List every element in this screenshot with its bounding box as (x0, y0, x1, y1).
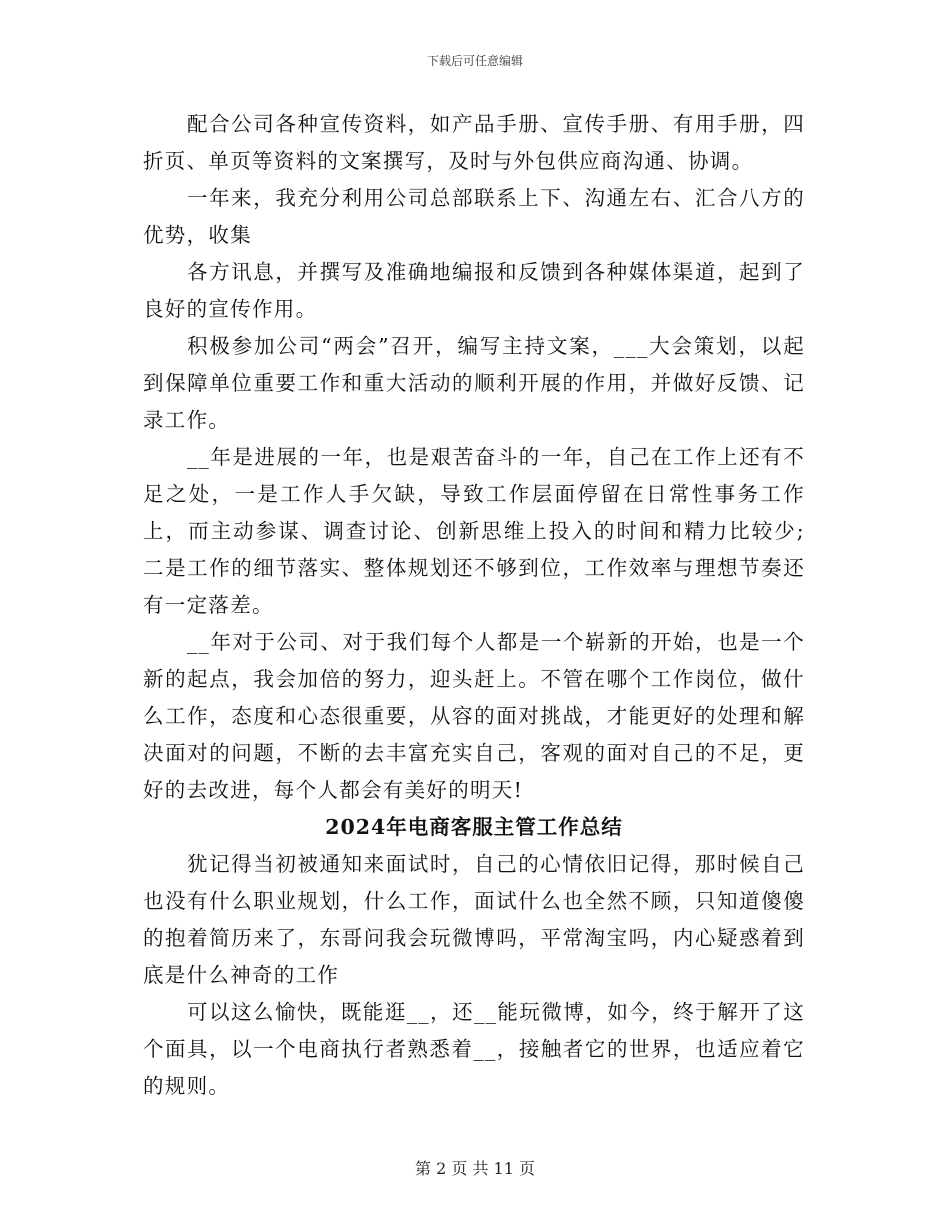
paragraph: 犹记得当初被通知来面试时，自己的心情依旧记得，那时候自己也没有什么职业规划，什么工作，面试什么也全然不顾，只知道傻傻的抱着简历来了，东哥问我会玩微博吗，平常淘宝吗，内心疑惑着到底是什么神奇的工作 (143, 852, 805, 987)
document-body (143, 106, 805, 1105)
paragraph: __年对于公司、对于我们每个人都是一个崭新的开始，也是一个新的起点，我会加倍的努力，迎头赶上。不管在哪个工作岗位，做什么工作，态度和心态很重要，从容的面对挑战，才能更好的处理和解决面对的问题，不断的去丰富充实自己，客观的面对自己的不足，更好的去改进，每个人都会有美好的明天! (143, 630, 805, 802)
section-title: 2024年电商客服主管工作总结 (325, 815, 623, 839)
paragraph: 可以这么愉快，既能逛__，还__能玩微博，如今，终于解开了这个面具，以一个电商执行者熟悉着__，接触者它的世界，也适应着它的规则。 (143, 1000, 805, 1098)
paragraph: __年是进展的一年，也是艰苦奋斗的一年，自己在工作上还有不足之处，一是工作人手欠缺，导致工作层面停留在日常性事务工作上，而主动参谋、调查讨论、创新思维上投入的时间和精力比较少;二是工作的细节落实、整体规划还不够到位，工作效率与理想节奏还有一定落差。 (143, 445, 805, 617)
page-number: 第 2 页 共 11 页 (415, 1159, 535, 1178)
paragraph: 各方讯息，并撰写及准确地编报和反馈到各种媒体渠道，起到了良好的宣传作用。 (143, 260, 805, 321)
paragraph: 配合公司各种宣传资料，如产品手册、宣传手册、有用手册，四折页、单页等资料的文案撰写，及时与外包供应商沟通、协调。 (143, 112, 805, 173)
paragraph: 一年来，我充分利用公司总部联系上下、沟通左右、汇合八方的优势，收集 (143, 186, 805, 247)
page-header-note: 下载后可任意编辑 (426, 54, 523, 68)
paragraph: 积极参加公司“两会”召开，编写主持文案，___大会策划，以起到保障单位重要工作和重大活动的顺利开展的作用，并做好反馈、记录工作。 (143, 334, 805, 432)
